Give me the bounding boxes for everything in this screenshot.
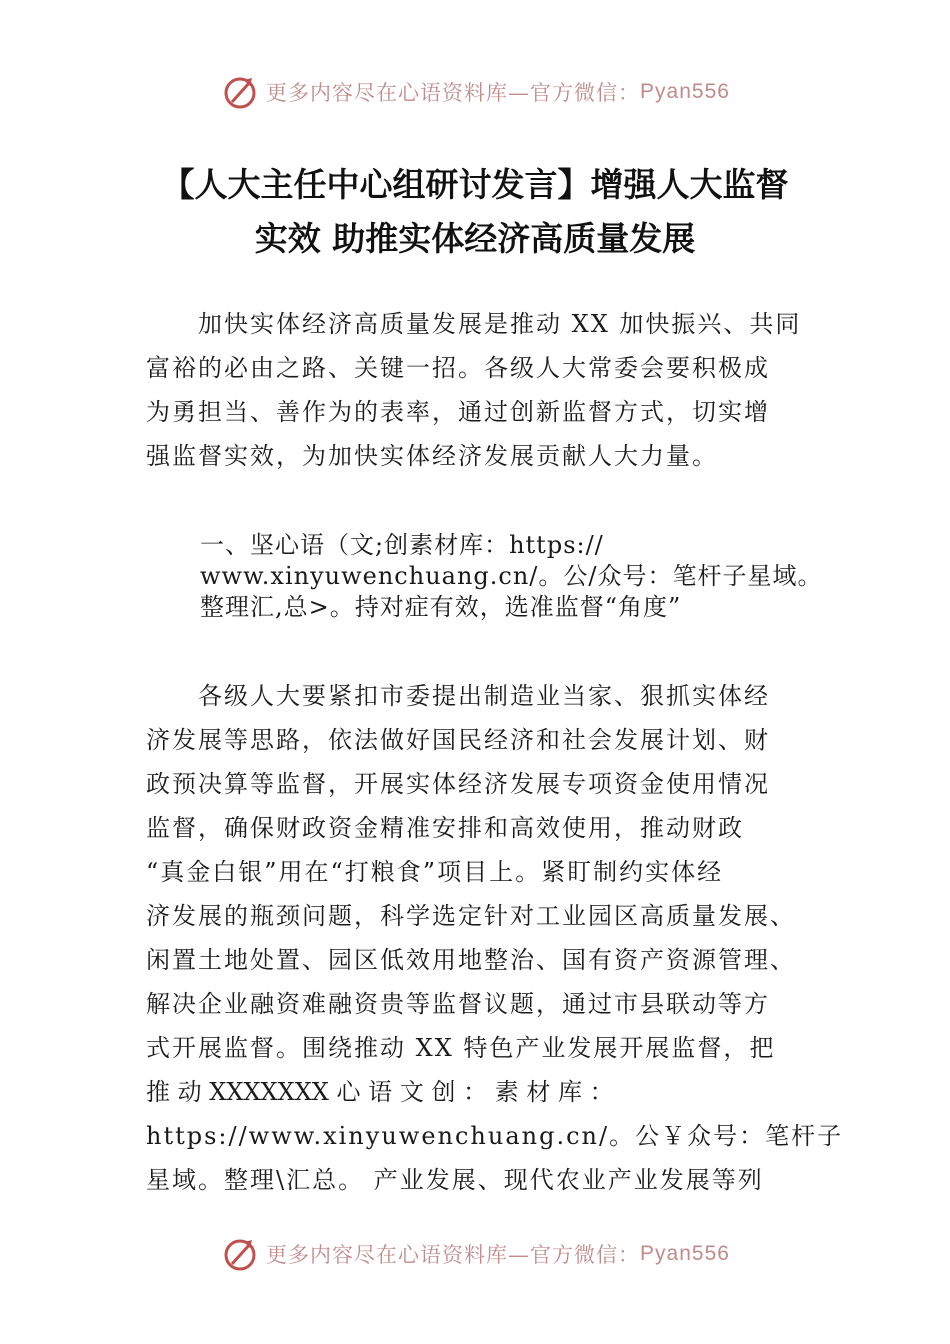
word: XXXXXXX xyxy=(209,1078,329,1106)
word: 推 xyxy=(146,1078,170,1106)
word: 素 xyxy=(494,1078,519,1106)
word: 语 xyxy=(368,1078,393,1106)
text-line: 富裕的必由之路、关键一招。各级人大常委会要积极成 xyxy=(146,354,770,382)
word: 心 xyxy=(336,1078,361,1106)
word: 库 xyxy=(558,1078,583,1106)
text-line: 解决企业融资难融资贵等监督议题，通过市县联动等方 xyxy=(146,990,770,1018)
banner-text: 更多内容尽在心语资料库—官方微信： xyxy=(266,1243,641,1267)
header-watermark-banner xyxy=(0,70,950,114)
word: 创 xyxy=(431,1078,456,1106)
banner-wechat-id: Pyan556 xyxy=(640,80,730,103)
word: 文 xyxy=(399,1078,424,1106)
text-line: 济发展等思路，依法做好国民经济和社会发展计划、财 xyxy=(146,726,770,754)
footer-watermark-banner xyxy=(0,1232,950,1276)
word: ： xyxy=(589,1078,614,1106)
text-line: https://www.xinyuwenchuang.cn/。公￥众号：笔杆子 xyxy=(146,1122,844,1150)
logo-icon xyxy=(220,72,260,112)
banner-wechat-id: Pyan556 xyxy=(640,1242,730,1265)
section-heading xyxy=(200,530,822,623)
text-line: 星域。整理\汇总。 产业发展、现代农业产业发展等列 xyxy=(146,1166,764,1194)
word: 材 xyxy=(526,1078,551,1106)
intro-paragraph xyxy=(146,302,810,478)
text-line: 闲置土地处置、园区低效用地整治、国有资产资源管理、 xyxy=(146,946,796,974)
heading-line: 一、坚心语（文;创素材库：https:// xyxy=(200,531,604,559)
justified-line xyxy=(146,1070,816,1114)
banner-text: 更多内容尽在心语资料库—官方微信： xyxy=(266,81,641,105)
logo-icon xyxy=(220,1234,260,1274)
text-line: 为勇担当、善作为的表率，通过创新监督方式，切实增 xyxy=(146,398,770,426)
title-line-1: 【人大主任中心组研讨发言】增强人大监督 xyxy=(161,165,789,204)
document-title xyxy=(120,158,830,266)
body-paragraph xyxy=(146,674,844,1202)
text-line: 强监督实效，为加快实体经济发展贡献人大力量。 xyxy=(146,442,718,470)
text-line: 政预决算等监督，开展实体经济发展专项资金使用情况 xyxy=(146,770,770,798)
word: ： xyxy=(463,1078,488,1106)
text-line: 各级人大要紧扣市委提出制造业当家、狠抓实体经 xyxy=(146,682,770,710)
title-line-2: 实效 助推实体经济高质量发展 xyxy=(254,219,696,258)
text-line: “真金白银”用在“打粮食”项目上。紧盯制约实体经 xyxy=(146,858,724,886)
text-line: 式开展监督。围绕推动 XX 特色产业发展开展监督，把 xyxy=(146,1034,776,1062)
text-line: 监督，确保财政资金精准安排和高效使用，推动财政 xyxy=(146,814,744,842)
heading-line: www.xinyuwenchuang.cn/。公/众号：笔杆子星域。 xyxy=(200,562,823,590)
word: 动 xyxy=(177,1078,202,1106)
text-line: 加快实体经济高质量发展是推动 XX 加快振兴、共同 xyxy=(146,310,802,338)
text-line: 济发展的瓶颈问题，科学选定针对工业园区高质量发展、 xyxy=(146,902,796,930)
heading-line: 整理汇,总>。持对症有效，选准监督“角度” xyxy=(200,593,682,621)
